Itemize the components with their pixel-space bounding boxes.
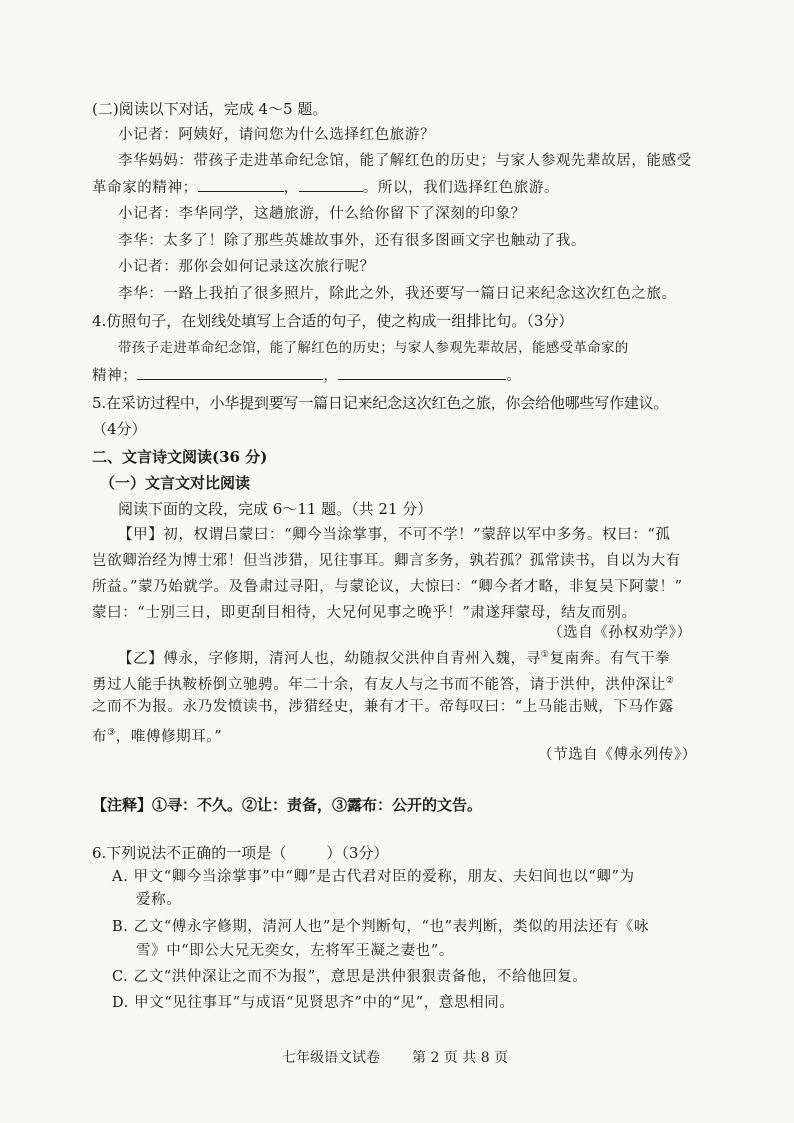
annotation-notes: 【注释】①寻：不久。②让：责备，③露布：公开的文告。 bbox=[92, 796, 483, 814]
dialogue-text: 革命家的精神； bbox=[92, 180, 198, 196]
passage-yi-source: （节选自《傅永列传》） bbox=[538, 747, 697, 763]
passage-yi-line bbox=[92, 722, 222, 748]
option-text: 乙文“傅永字修期，清河人也”是个判断句，“也”表判断，类似的用法还有《咏 bbox=[133, 919, 649, 935]
option-text: 乙文“洪仲深让之而不为报”，意思是洪仲狠狠责备他，不给他回复。 bbox=[133, 969, 588, 985]
dialogue-line: 小记者：阿姨好，请问您为什么选择红色旅游？ bbox=[118, 127, 436, 143]
q4-text: 。 bbox=[506, 368, 522, 384]
q6-text: 6.下列说法不正确的一项是（ bbox=[92, 844, 287, 862]
dialogue-line bbox=[92, 176, 559, 199]
passage-text: 布 bbox=[92, 728, 108, 745]
question-4-line: 带孩子走进革命纪念馆，能了解红色的历史；与家人参观先辈故居，能感受革命家的 bbox=[118, 340, 629, 356]
q4-text: ， bbox=[323, 368, 339, 384]
passage-jia-line: 岂欲卿治经为博士邪！但当涉猎，见往事耳。卿言多务，孰若孤？孤常读书，自以为大有 bbox=[92, 553, 681, 569]
option-b-continued: 雪》中“即公大兄无奕女，左将军王凝之妻也”。 bbox=[136, 943, 455, 959]
option-label: C. bbox=[112, 969, 129, 985]
passage-jia-line: 【甲】初，权谓吕蒙曰：“卿今当涂掌事，不可不学！”蒙辞以军中多务。权曰：“孤 bbox=[118, 527, 671, 543]
option-label: A. bbox=[112, 869, 129, 885]
option-text: 甲文“见往事耳”与成语“见贤思齐”中的“见”，意思相同。 bbox=[134, 995, 515, 1011]
passage-text: 【乙】傅永，字修期，清河人也，幼随叔父洪仲自青州入魏，寻 bbox=[118, 650, 541, 667]
reading-instruction: 阅读下面的文段，完成 6～11 题。（共 21 分） bbox=[118, 500, 433, 518]
option-label: B. bbox=[112, 919, 129, 935]
footnote-marker: ② bbox=[665, 676, 675, 686]
q6-text: ）（3分） bbox=[326, 844, 389, 862]
passage-jia-line: 所益。”蒙乃始就学。及鲁肃过寻阳，与蒙论议，大惊曰：“卿今者才略，非复吴下阿蒙！” bbox=[92, 579, 683, 595]
question-6-stem bbox=[92, 842, 388, 864]
option-label: D. bbox=[112, 995, 129, 1011]
dialogue-line: 小记者：那你会如何记录这次旅行呢？ bbox=[118, 259, 375, 275]
answer-blank[interactable] bbox=[338, 364, 506, 380]
question-5-score: （4分） bbox=[92, 420, 147, 438]
option-b[interactable] bbox=[112, 916, 649, 938]
passage-yi-line bbox=[92, 670, 674, 696]
question-5-stem: 5.在采访过程中，小华提到要写一篇日记来纪念这次红色之旅，你会给他哪些写作建议。 bbox=[92, 394, 669, 412]
passage-jia-source: （选自《孙权劝学》） bbox=[548, 625, 692, 641]
option-text: 甲文“卿今当涂掌事”中“卿”是古代君对臣的爱称，朋友、夫妇间也以“卿”为 bbox=[133, 869, 635, 885]
option-d[interactable] bbox=[112, 992, 514, 1014]
footer-exam-name: 七年级语文试卷 bbox=[282, 1050, 380, 1066]
dialogue-line: 小记者：李华同学，这趟旅游，什么给你留下了深刻的印象？ bbox=[118, 206, 526, 222]
footnote-marker: ③ bbox=[107, 728, 116, 738]
answer-blank[interactable] bbox=[198, 176, 284, 192]
section-title-dialogue: (二)阅读以下对话，完成 4～5 题。 bbox=[92, 100, 328, 118]
option-a[interactable] bbox=[112, 866, 635, 888]
passage-text: ，唯傅修期耳。” bbox=[115, 728, 223, 745]
subsection-title: （一）文言文对比阅读 bbox=[100, 474, 251, 492]
question-4-answer-line bbox=[92, 364, 522, 387]
footer-page-number: 第 2 页 共 8 页 bbox=[412, 1050, 509, 1066]
answer-blank[interactable] bbox=[137, 364, 323, 380]
q4-text: 精神； bbox=[92, 368, 138, 384]
passage-text: 勇过人能手执鞍桥倒立驰骋。年二十余，有友人与之书而不能答，请于洪仲，洪仲深让 bbox=[92, 676, 666, 693]
dialogue-line: 李华：一路上我拍了很多照片，除此之外，我还要写一篇日记来纪念这次红色之旅。 bbox=[118, 286, 677, 302]
dialogue-line: 李华妈妈：带孩子走进革命纪念馆，能了解红色的历史；与家人参观先辈故居，能感受 bbox=[118, 153, 692, 169]
dialogue-line: 李华：太多了！除了那些英雄故事外，还有很多图画文字也触动了我。 bbox=[118, 233, 587, 249]
dialogue-text: 。所以，我们选择红色旅游。 bbox=[362, 180, 560, 196]
passage-yi-line: 之而不为报。永乃发愤读书，涉猎经史，兼有才干。帝每叹曰：“上马能击贼，下马作露 bbox=[92, 699, 674, 715]
passage-jia-line: 蒙曰：“士别三日，即更刮目相待，大兄何见事之晚乎！”肃遂拜蒙母，结友而别。 bbox=[92, 605, 637, 621]
answer-blank[interactable] bbox=[299, 176, 363, 192]
passage-yi-line bbox=[118, 644, 670, 670]
part-2-title: 二、文言诗文阅读(36 分) bbox=[92, 448, 268, 466]
dialogue-text: ， bbox=[283, 180, 299, 196]
question-4-stem: 4.仿照句子，在划线处填写上合适的句子，使之构成一组排比句。（3分） bbox=[92, 312, 574, 330]
option-a-continued: 爱称。 bbox=[136, 892, 182, 908]
footnote-marker: ① bbox=[540, 650, 550, 660]
passage-text: 复南奔。有气干拳 bbox=[549, 650, 671, 667]
option-c[interactable] bbox=[112, 966, 588, 988]
